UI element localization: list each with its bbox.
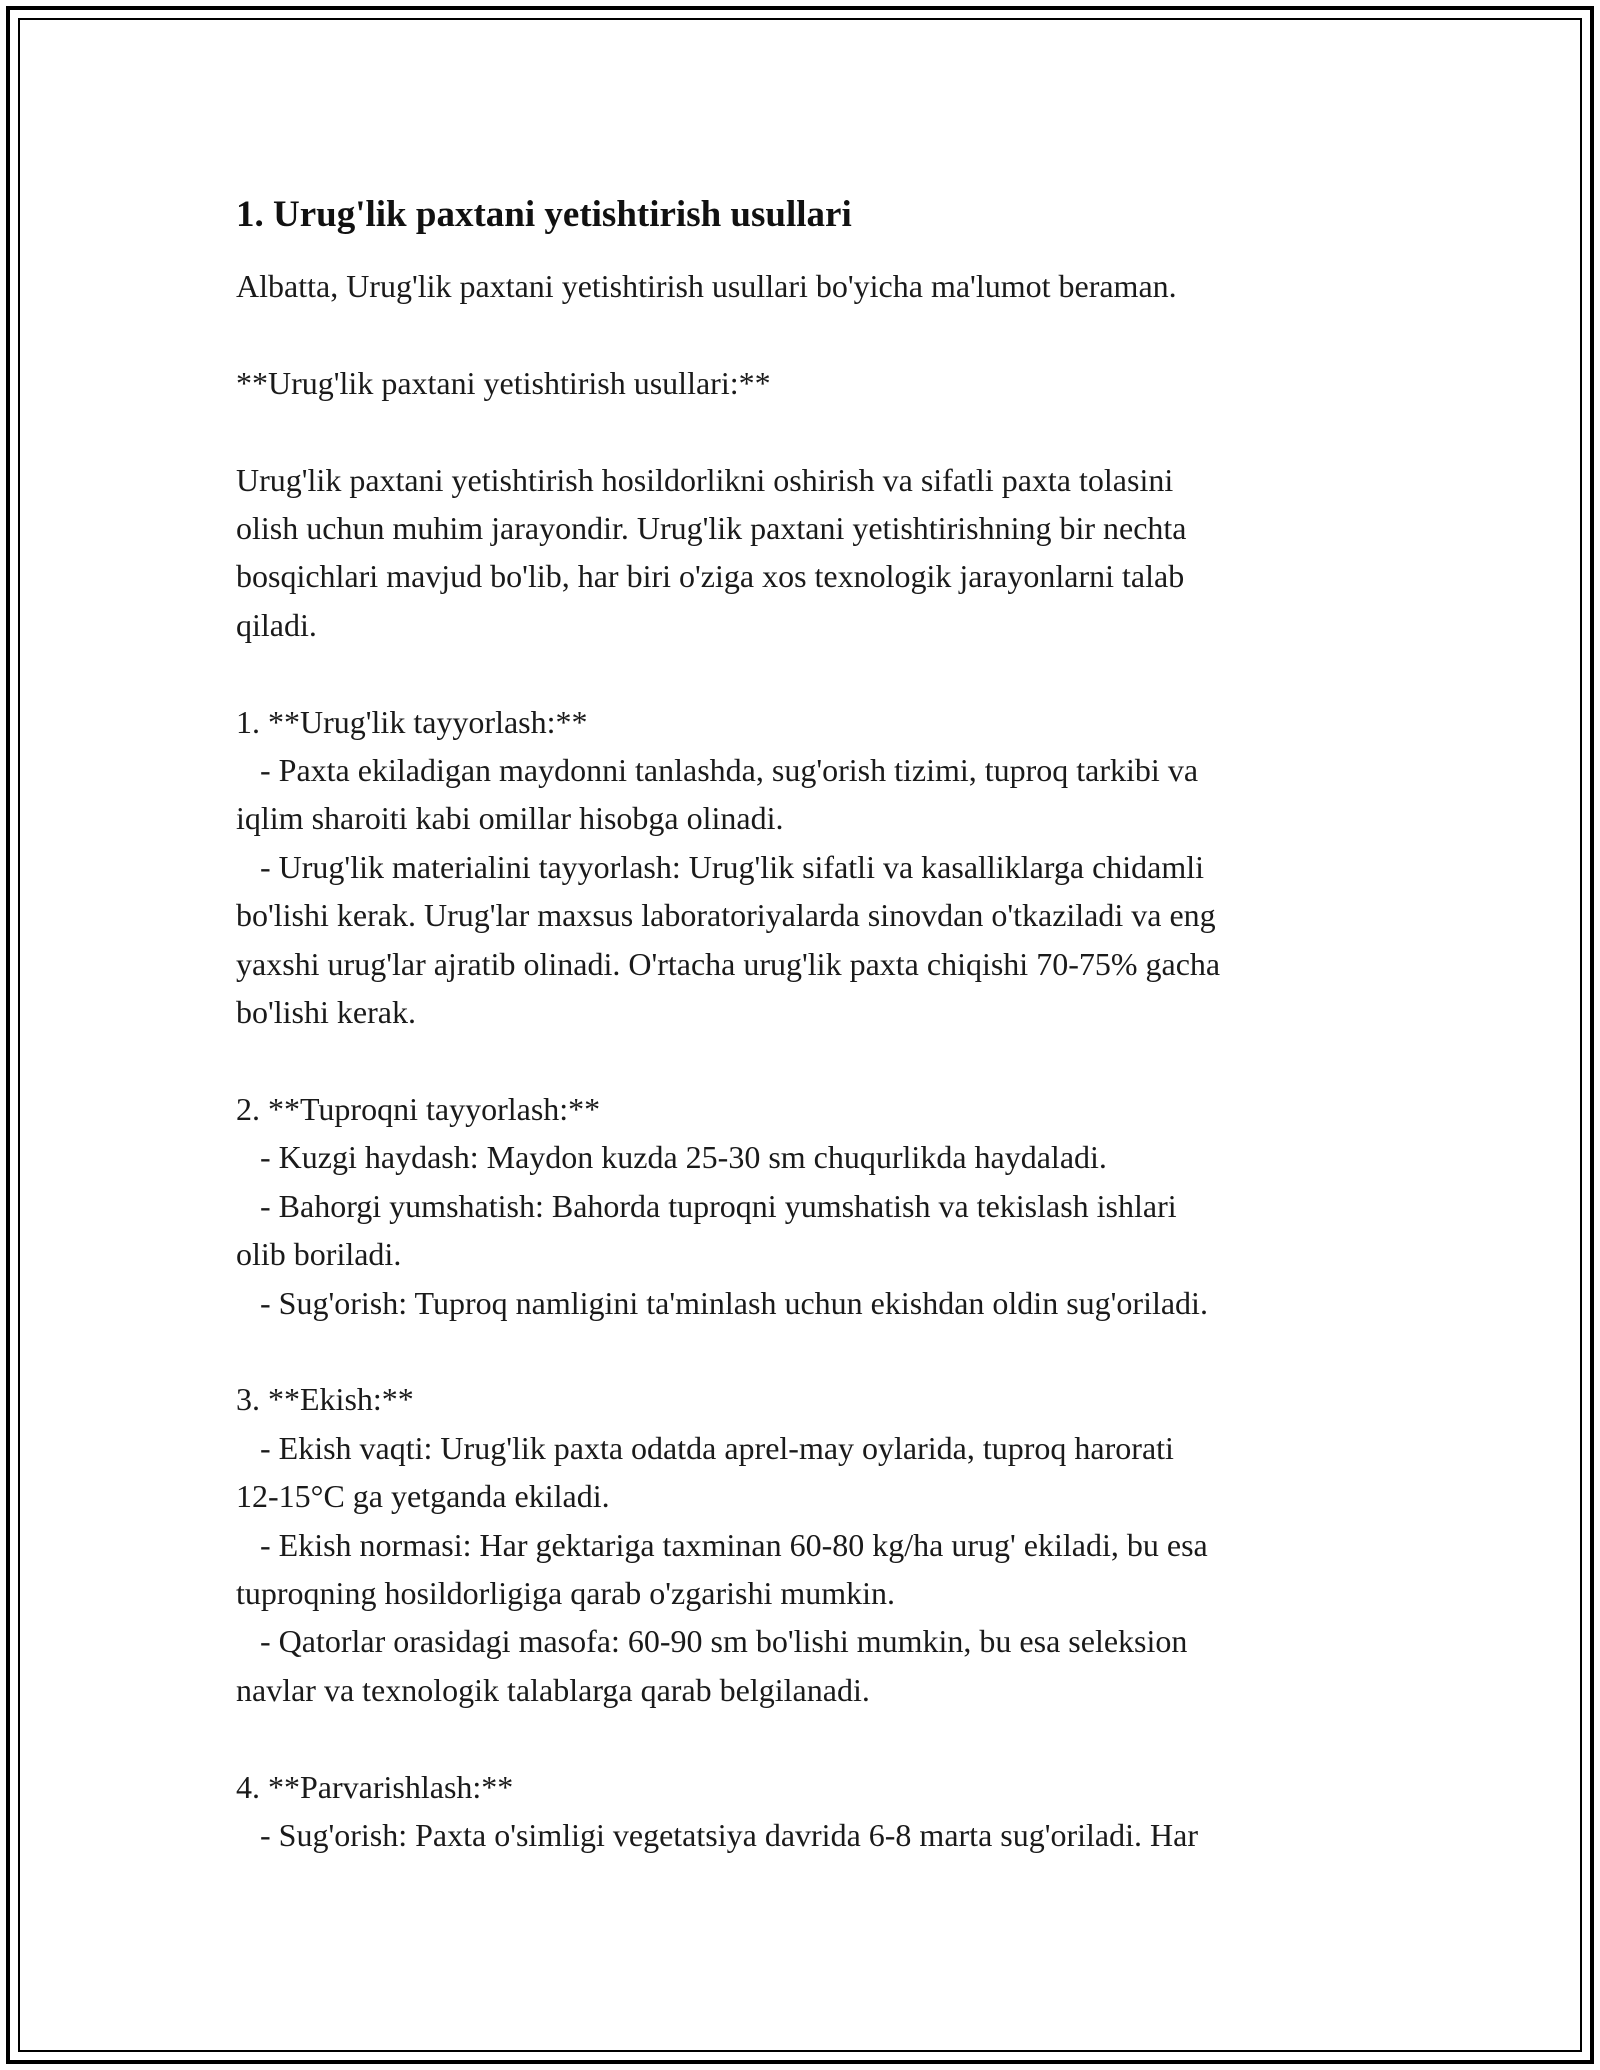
section-heading: **Urug'lik paxtani yetishtirish usullari:**	[236, 364, 771, 401]
step-2-item: - Kuzgi haydash: Maydon kuzda 25-30 sm chuqurlikda haydaladi.	[236, 1139, 1107, 1176]
blank-line	[236, 1714, 1376, 1762]
document-title: 1. Urug'lik paxtani yetishtirish usullari	[236, 194, 852, 235]
overview-paragraph: Urug'lik paxtani yetishtirish hosildorlikni oshirish va sifatli paxta tolasini olish uchun muhim jarayondir. Urug'lik paxtani yetishtirishning bir nechta bosqichlari mavjud bo'lib, har biri o'ziga xos texnologik jarayonlarni talab qiladi.	[236, 461, 1187, 643]
step-4-item: - Sug'orish: Paxta o'simligi vegetatsiya davrida 6-8 marta sug'oriladi. Har	[236, 1817, 1198, 1853]
step-3-item: - Ekish normasi: Har gektariga taxminan 60-80 kg/ha urug' ekiladi, bu esa tuproqning hosildorligiga qarab o'zgarishi mumkin.	[236, 1526, 1208, 1611]
step-3-item: - Ekish vaqti: Urug'lik paxta odatda aprel-may oylarida, tuproq harorati 12-15°C ga yetganda ekiladi.	[236, 1429, 1174, 1515]
step-2-item: - Sug'orish: Tuproq namligini ta'minlash uchun ekishdan oldin sug'oriladi.	[236, 1284, 1208, 1321]
step-1-item: - Urug'lik materialini tayyorlash: Urug'lik sifatli va kasalliklarga chidamli bo'lishi kerak. Urug'lar maxsus laboratoriyalarda sinovdan o'tkaziladi va eng yaxshi urug'lar ajratib olinadi. O'rtacha urug'lik paxta chiqishi 70-75% gacha bo'lishi kerak.	[236, 848, 1221, 1031]
step-3-heading: 3. **Ekish:**	[236, 1381, 414, 1418]
intro-sentence: Albatta, Urug'lik paxtani yetishtirish usullari bo'yicha ma'lumot beraman.	[236, 268, 1177, 304]
blank-line	[236, 1327, 1376, 1375]
step-1-heading: 1. **Urug'lik tayyorlash:**	[236, 703, 588, 740]
blank-line	[236, 407, 1376, 455]
blank-line	[236, 1037, 1376, 1085]
blank-line	[236, 649, 1376, 697]
step-3-item: - Qatorlar orasidagi masofa: 60-90 sm bo'lishi mumkin, bu esa seleksion navlar va texnologik talablarga qarab belgilanadi.	[236, 1623, 1188, 1708]
step-4-heading: 4. **Parvarishlash:**	[236, 1768, 514, 1805]
blank-line	[236, 310, 1376, 358]
document-body	[236, 188, 1376, 1859]
step-2-item: - Bahorgi yumshatish: Bahorda tuproqni yumshatish va tekislash ishlari olib boriladi.	[236, 1187, 1177, 1273]
step-2-heading: 2. **Tuproqni tayyorlash:**	[236, 1090, 601, 1127]
step-1-item: - Paxta ekiladigan maydonni tanlashda, sug'orish tizimi, tuproq tarkibi va iqlim sharoiti kabi omillar hisobga olinadi.	[236, 752, 1199, 837]
